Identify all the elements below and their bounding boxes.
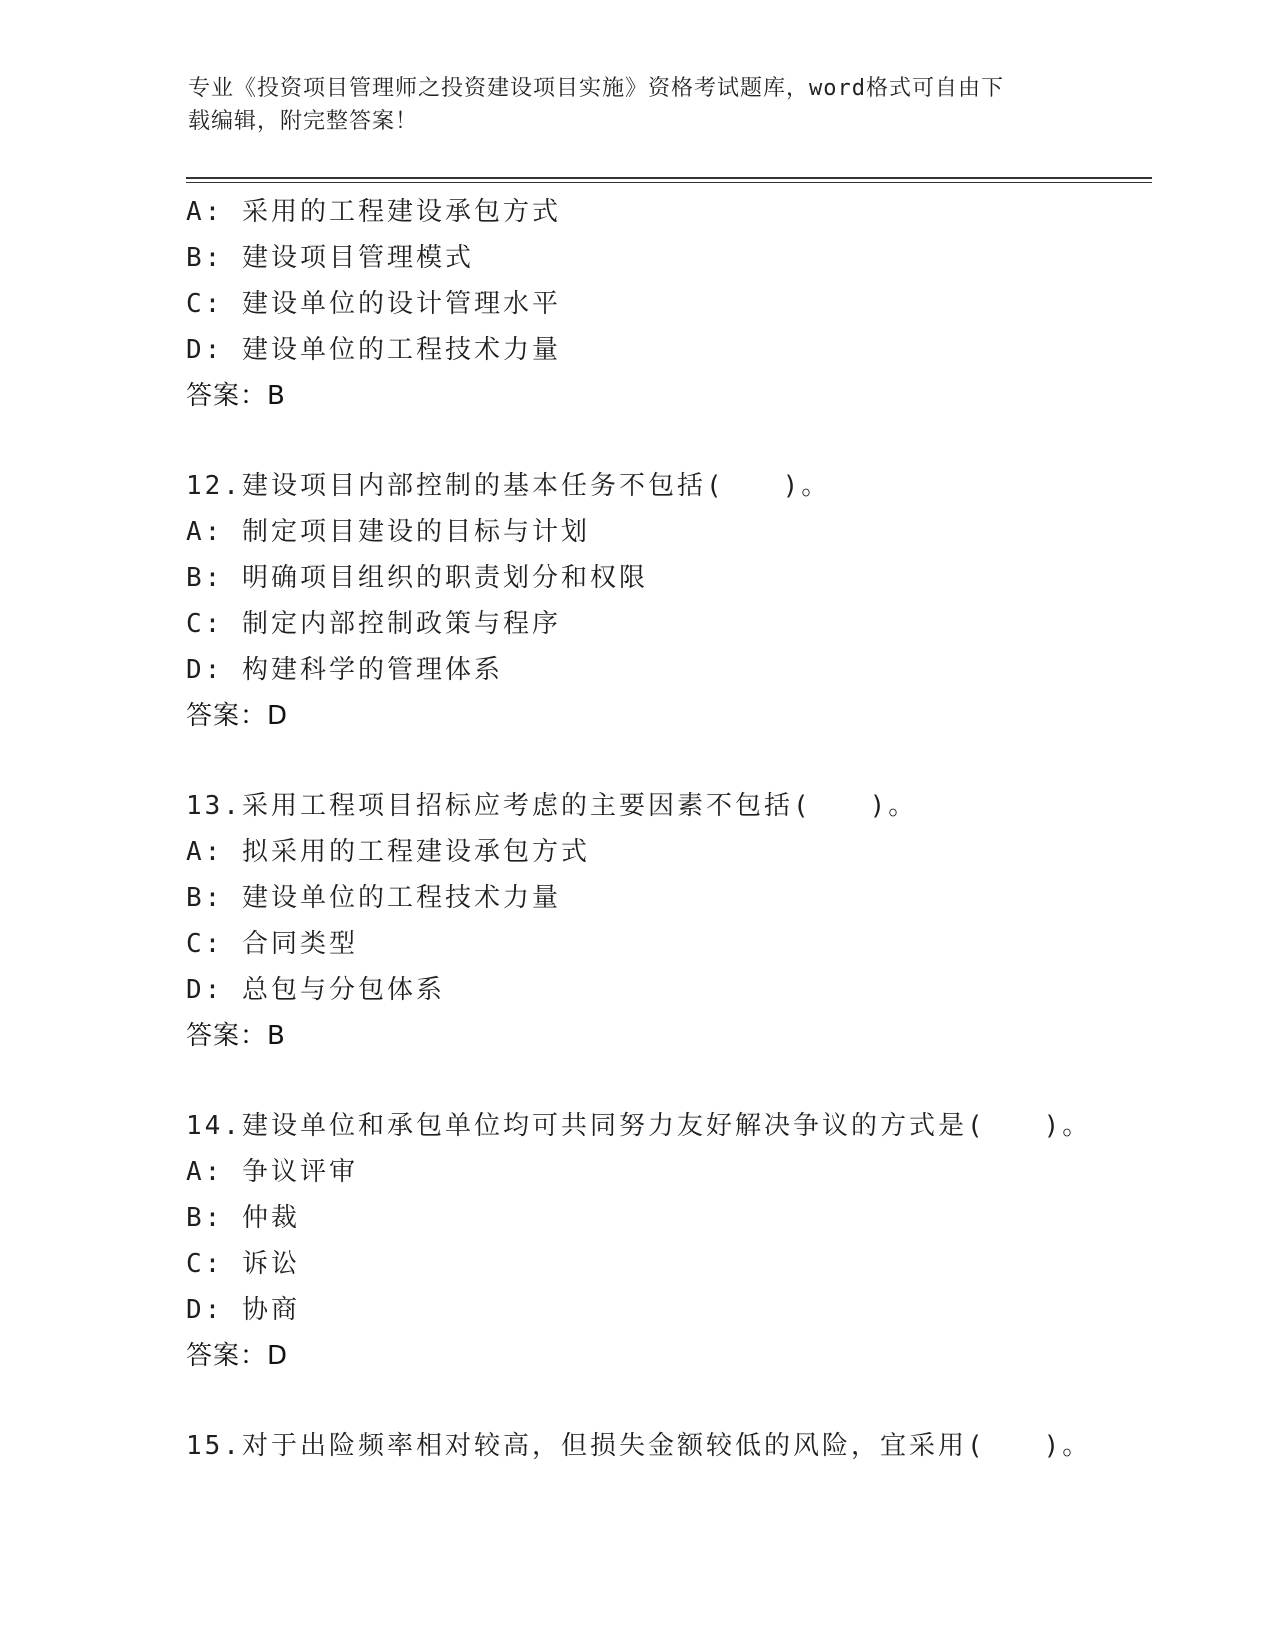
option-d: D: 构建科学的管理体系 xyxy=(186,655,503,685)
header-divider xyxy=(186,177,1152,183)
header-line-2: 载编辑，附完整答案！ xyxy=(188,109,419,134)
question-14 xyxy=(186,1103,1166,1379)
option-b: B: 建设单位的工程技术力量 xyxy=(186,883,561,913)
question-stem: 12.建设项目内部控制的基本任务不包括( )。 xyxy=(186,471,831,501)
answer-line: 答案：D xyxy=(186,1341,289,1371)
option-a: A: 采用的工程建设承包方式 xyxy=(186,197,561,227)
question-stem: 15.对于出险频率相对较高，但损失金额较低的风险，宜采用( )。 xyxy=(186,1431,1092,1461)
option-b: B: 建设项目管理模式 xyxy=(186,243,474,273)
option-c: C: 建设单位的设计管理水平 xyxy=(186,289,561,319)
option-a: A: 争议评审 xyxy=(186,1157,358,1187)
option-c: C: 合同类型 xyxy=(186,929,358,959)
option-b: B: 仲裁 xyxy=(186,1203,300,1233)
option-a: A: 制定项目建设的目标与计划 xyxy=(186,517,590,547)
page-header xyxy=(188,72,1068,138)
option-b: B: 明确项目组织的职责划分和权限 xyxy=(186,563,648,593)
answer-line: 答案：B xyxy=(186,1021,286,1051)
option-c: C: 诉讼 xyxy=(186,1249,300,1279)
option-c: C: 制定内部控制政策与程序 xyxy=(186,609,561,639)
question-13 xyxy=(186,783,1166,1059)
question-list xyxy=(186,189,1166,1469)
header-line-1: 专业《投资项目管理师之投资建设项目实施》资格考试题库，word格式可自由下 xyxy=(188,76,1004,101)
option-d: D: 协商 xyxy=(186,1295,300,1325)
question-15 xyxy=(186,1423,1166,1469)
option-d: D: 建设单位的工程技术力量 xyxy=(186,335,561,365)
option-d: D: 总包与分包体系 xyxy=(186,975,445,1005)
question-stem: 13.采用工程项目招标应考虑的主要因素不包括( )。 xyxy=(186,791,918,821)
answer-line: 答案：D xyxy=(186,701,289,731)
question-stem: 14.建设单位和承包单位均可共同努力友好解决争议的方式是( )。 xyxy=(186,1111,1092,1141)
option-a: A: 拟采用的工程建设承包方式 xyxy=(186,837,590,867)
question-12 xyxy=(186,463,1166,739)
answer-line: 答案：B xyxy=(186,381,286,411)
question-11-continued xyxy=(186,189,1166,419)
